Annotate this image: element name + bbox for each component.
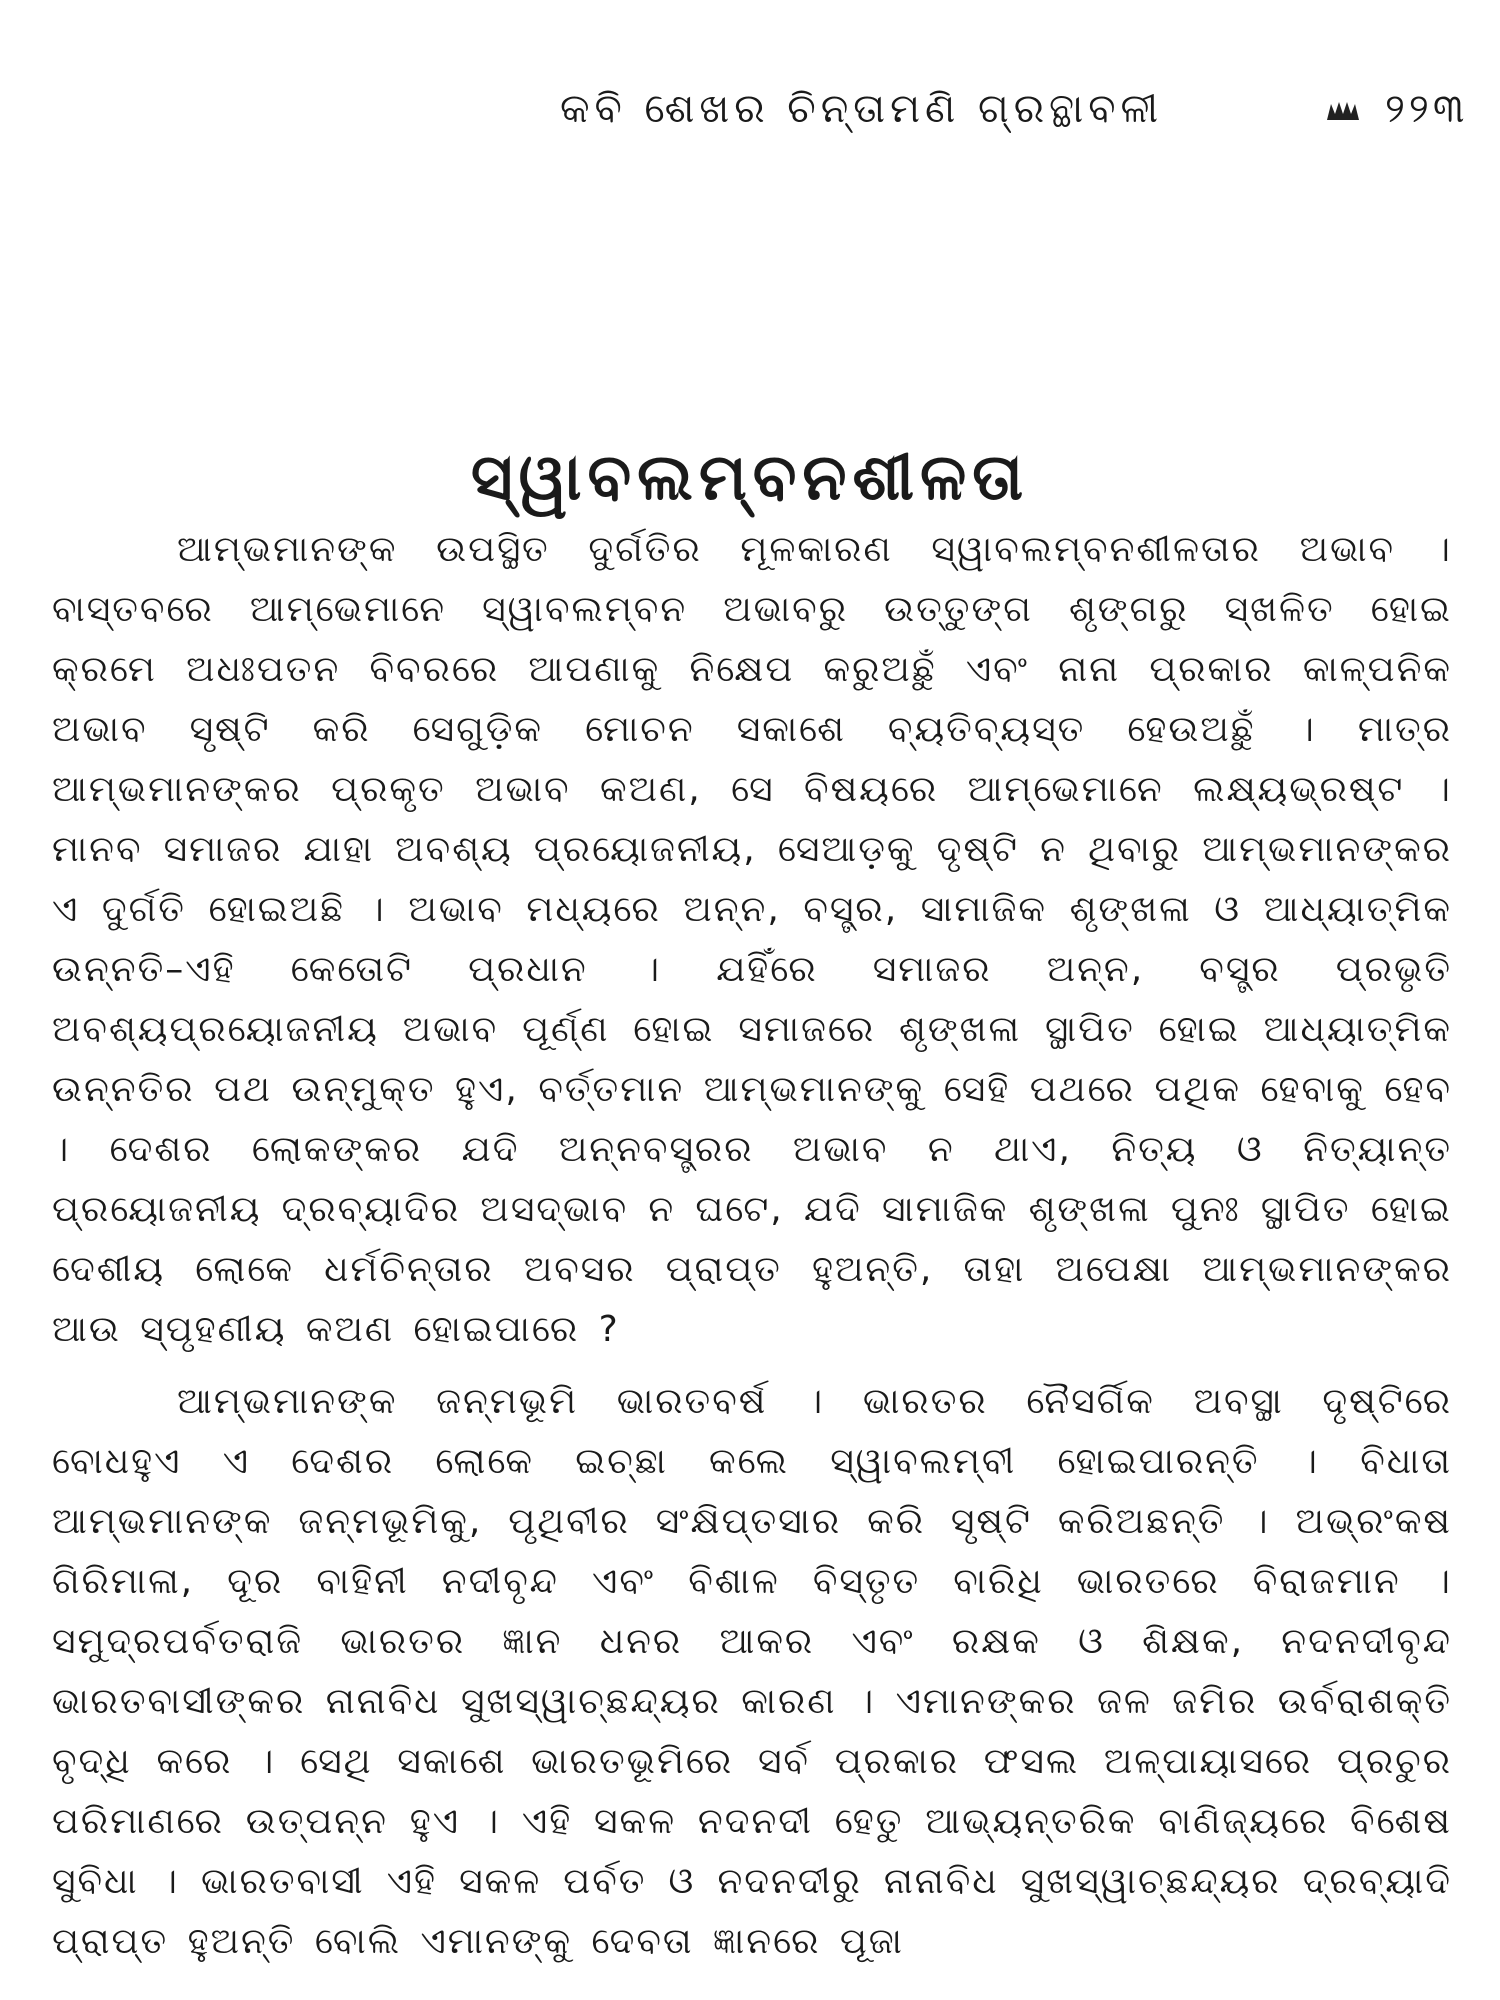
book-title: କବି ଶେଖର ଚିନ୍ତାମଣି ଗ୍ରନ୍ଥାବଳୀ (560, 86, 1164, 132)
running-header (0, 86, 1500, 146)
paragraph-2: ଆମ୍ଭମାନଙ୍କ ଜନ୍ମଭୂମି ଭାରତବର୍ଷ । ଭାରତର ନୈସର୍ଗିକ ଅବସ୍ଥା ଦୃଷ୍ଟିରେ ବୋଧହୁଏ ଏ ଦେଶର ଲୋକେ ଇଚ୍ଛା କଲେ ସ୍ୱାବଲମ୍ବୀ ହୋଇପାରନ୍ତି । ବିଧାତା ଆମ୍ଭମାନଙ୍କ ଜନ୍ମଭୂମିକୁ, ପୃଥିବୀର ସଂକ୍ଷିପ୍ତସାର କରି ସୃଷ୍ଟି କରିଅଛନ୍ତି । ଅଭ୍ରଂକଷ ଗିରିମାଳା, ଦୂର ବାହିନୀ ନଦୀବୃନ୍ଦ ଏବଂ ବିଶାଳ ବିସ୍ତୃତ ବାରିଧି ଭାରତରେ ବିରାଜମାନ । ସମୁଦ୍ରପର୍ବତରାଜି ଭାରତର ଜ୍ଞାନ ଧନର ଆକର ଏବଂ ରକ୍ଷକ ଓ ଶିକ୍ଷକ, ନଦନଦୀବୃନ୍ଦ ଭାରତବାସୀଙ୍କର ନାନାବିଧ ସୁଖସ୍ୱାଚ୍ଛନ୍ଦ୍ୟର କାରଣ । ଏମାନଙ୍କର ଜଳ ଜମିର ଉର୍ବରାଶକ୍ତି ବୃଦ୍ଧି କରେ । ସେଥି ସକାଶେ ଭାରତଭୂମିରେ ସର୍ବ ପ୍ରକାର ଫସଲ ଅଳ୍ପାୟାସରେ ପ୍ରଚୁର ପରିମାଣରେ ଉତ୍ପନ୍ନ ହୁଏ । ଏହି ସକଳ ନଦନଦୀ ହେତୁ ଆଭ୍ୟନ୍ତରିକ ବାଣିଜ୍ୟରେ ବିଶେଷ ସୁବିଧା । ଭାରତବାସୀ ଏହି ସକଳ ପର୍ବତ ଓ ନଦନଦୀରୁ ନାନାବିଧ ସୁଖସ୍ୱାଚ୍ଛନ୍ଦ୍ୟର ଦ୍ରବ୍ୟାଦି ପ୍ରାପ୍ତ ହୁଅନ୍ତି ବୋଲି ଏମାନଙ୍କୁ ଦେବତା ଜ୍ଞାନରେ ପୂଜା (52, 1381, 1452, 1962)
page-number: ୨୨୩ (1385, 86, 1469, 132)
chapter-title: ସ୍ୱାବଲମ୍ବନଶୀଳତା (470, 440, 1030, 515)
leaf-ornament-icon (1325, 100, 1361, 122)
body-text (52, 520, 1452, 1972)
paragraph-1: ଆମ୍ଭମାନଙ୍କ ଉପସ୍ଥିତ ଦୁର୍ଗତିର ମୂଳକାରଣ ସ୍ୱାବଲମ୍ବନଶୀଳତାର ଅଭାବ । ବାସ୍ତବରେ ଆମ୍ଭେମାନେ ସ୍ୱାବଲମ୍ବନ ଅଭାବରୁ ଉତ୍ତୁଙ୍ଗ ଶୃଙ୍ଗରୁ ସ୍ଖଳିତ ହୋଇ କ୍ରମେ ଅଧଃପତନ ବିବରରେ ଆପଣାକୁ ନିକ୍ଷେପ କରୁଅଛୁଁ ଏବଂ ନାନା ପ୍ରକାର କାଳ୍ପନିକ ଅଭାବ ସୃଷ୍ଟି କରି ସେଗୁଡ଼ିକ ମୋଚନ ସକାଶେ ବ୍ୟତିବ୍ୟସ୍ତ ହେଉଅଛୁଁ । ମାତ୍ର ଆମ୍ଭମାନଙ୍କର ପ୍ରକୃତ ଅଭାବ କଅଣ, ସେ ବିଷୟରେ ଆମ୍ଭେମାନେ ଲକ୍ଷ୍ୟଭ୍ରଷ୍ଟ । ମାନବ ସମାଜର ଯାହା ଅବଶ୍ୟ ପ୍ରୟୋଜନୀୟ, ସେଆଡ଼କୁ ଦୃଷ୍ଟି ନ ଥିବାରୁ ଆମ୍ଭମାନଙ୍କର ଏ ଦୁର୍ଗତି ହୋଇଅଛି । ଅଭାବ ମଧ୍ୟରେ ଅନ୍ନ, ବସ୍ତ୍ର, ସାମାଜିକ ଶୃଙ୍ଖଳା ଓ ଆଧ୍ୟାତ୍ମିକ ଉନ୍ନତି–ଏହି କେତୋଟି ପ୍ରଧାନ । ଯହିଁରେ ସମାଜର ଅନ୍ନ, ବସ୍ତ୍ର ପ୍ରଭୃତି ଅବଶ୍ୟପ୍ରୟୋଜନୀୟ ଅଭାବ ପୂର୍ଣ୍ଣ ହୋଇ ସମାଜରେ ଶୃଙ୍ଖଳା ସ୍ଥାପିତ ହୋଇ ଆଧ୍ୟାତ୍ମିକ ଉନ୍ନତିର ପଥ ଉନ୍ମୁକ୍ତ ହୁଏ, ବର୍ତ୍ତମାନ ଆମ୍ଭମାନଙ୍କୁ ସେହି ପଥରେ ପଥିକ ହେବାକୁ ହେବ । ଦେଶର ଲୋକଙ୍କର ଯଦି ଅନ୍ନବସ୍ତ୍ରର ଅଭାବ ନ ଥାଏ, ନିତ୍ୟ ଓ ନିତ୍ୟାନ୍ତ ପ୍ରୟୋଜନୀୟ ଦ୍ରବ୍ୟାଦିର ଅସଦ୍‌ଭାବ ନ ଘଟେ, ଯଦି ସାମାଜିକ ଶୃଙ୍ଖଳା ପୁନଃ ସ୍ଥାପିତ ହୋଇ ଦେଶୀୟ ଲୋକେ ଧର୍ମଚିନ୍ତାର ଅବସର ପ୍ରାପ୍ତ ହୁଅନ୍ତି, ତାହା ଅପେକ୍ଷା ଆମ୍ଭମାନଙ୍କର ଆଉ ସ୍ପୃହଣୀୟ କଅଣ ହୋଇପାରେ ? (52, 529, 1452, 1350)
